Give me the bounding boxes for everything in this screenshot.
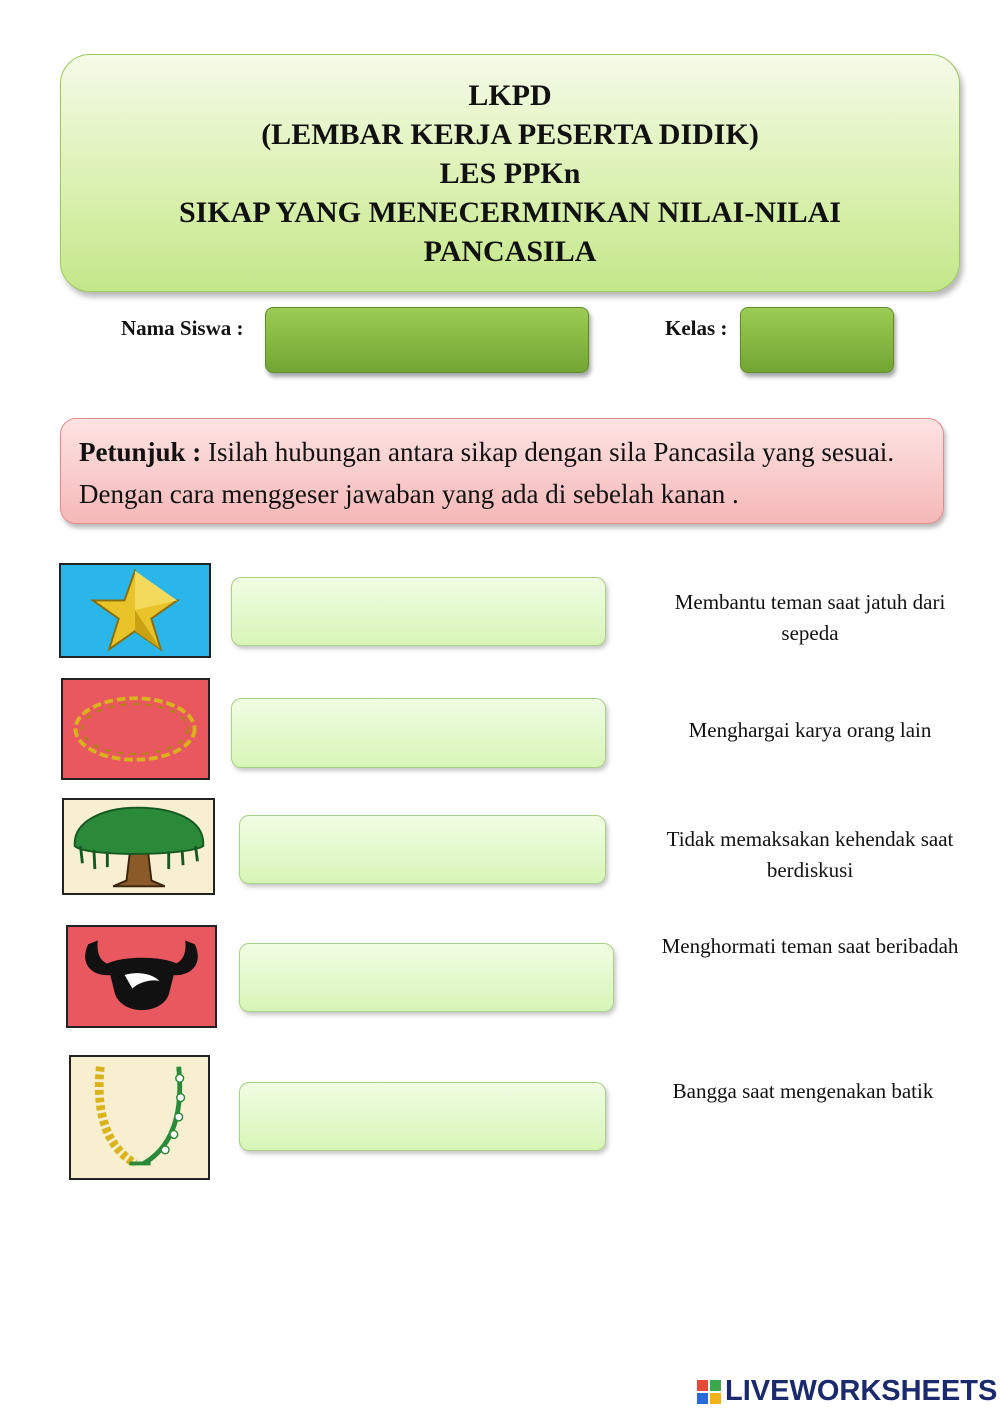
bull-head-icon [66, 925, 217, 1028]
title-line-3: LES PPKn [439, 156, 581, 190]
class-input[interactable] [740, 307, 894, 373]
answer-dropzone-4[interactable] [239, 943, 614, 1012]
rice-cotton-icon [69, 1055, 210, 1180]
answer-dropzone-2[interactable] [231, 698, 606, 768]
answer-option-2[interactable]: Menghargai karya orang lain [688, 718, 932, 742]
liveworksheets-brand [697, 1375, 997, 1408]
answer-option-3[interactable]: Tidak memaksakan kehendak saat berdiskusi [666, 827, 954, 882]
title-line-5: PANCASILA [423, 234, 597, 268]
answer-dropzone-5[interactable] [239, 1082, 606, 1151]
name-label: Nama Siswa : [121, 316, 244, 340]
answer-option-1[interactable]: Membantu teman saat jatuh dari sepeda [674, 590, 946, 645]
answer-dropzone-3[interactable] [239, 815, 606, 884]
instruction-text: Isilah hubungan antara sikap dengan sila Pancasila yang sesuai. Dengan cara menggeser jawaban yang ada di sebelah kanan . [79, 437, 895, 509]
answer-option-5[interactable]: Bangga saat mengenakan batik [672, 1079, 934, 1103]
chain-icon [61, 678, 210, 780]
liveworksheets-logo-icon [697, 1380, 721, 1404]
title-line-4: SIKAP YANG MENECERMINKAN NILAI-NILAI [178, 195, 842, 229]
title-box [60, 54, 960, 292]
answer-option-4[interactable]: Menghormati teman saat beribadah [661, 934, 959, 958]
star-icon [59, 563, 211, 658]
title-line-1: LKPD [468, 78, 552, 112]
instruction-label: Petunjuk : [79, 437, 202, 467]
answer-dropzone-1[interactable] [231, 577, 606, 646]
title-line-2: (LEMBAR KERJA PESERTA DIDIK) [261, 117, 759, 151]
brand-name: LIVEWORKSHEETS [725, 1375, 998, 1407]
banyan-tree-icon [62, 798, 215, 895]
class-label: Kelas : [665, 316, 728, 340]
name-input[interactable] [265, 307, 589, 373]
instruction-box [60, 418, 944, 524]
